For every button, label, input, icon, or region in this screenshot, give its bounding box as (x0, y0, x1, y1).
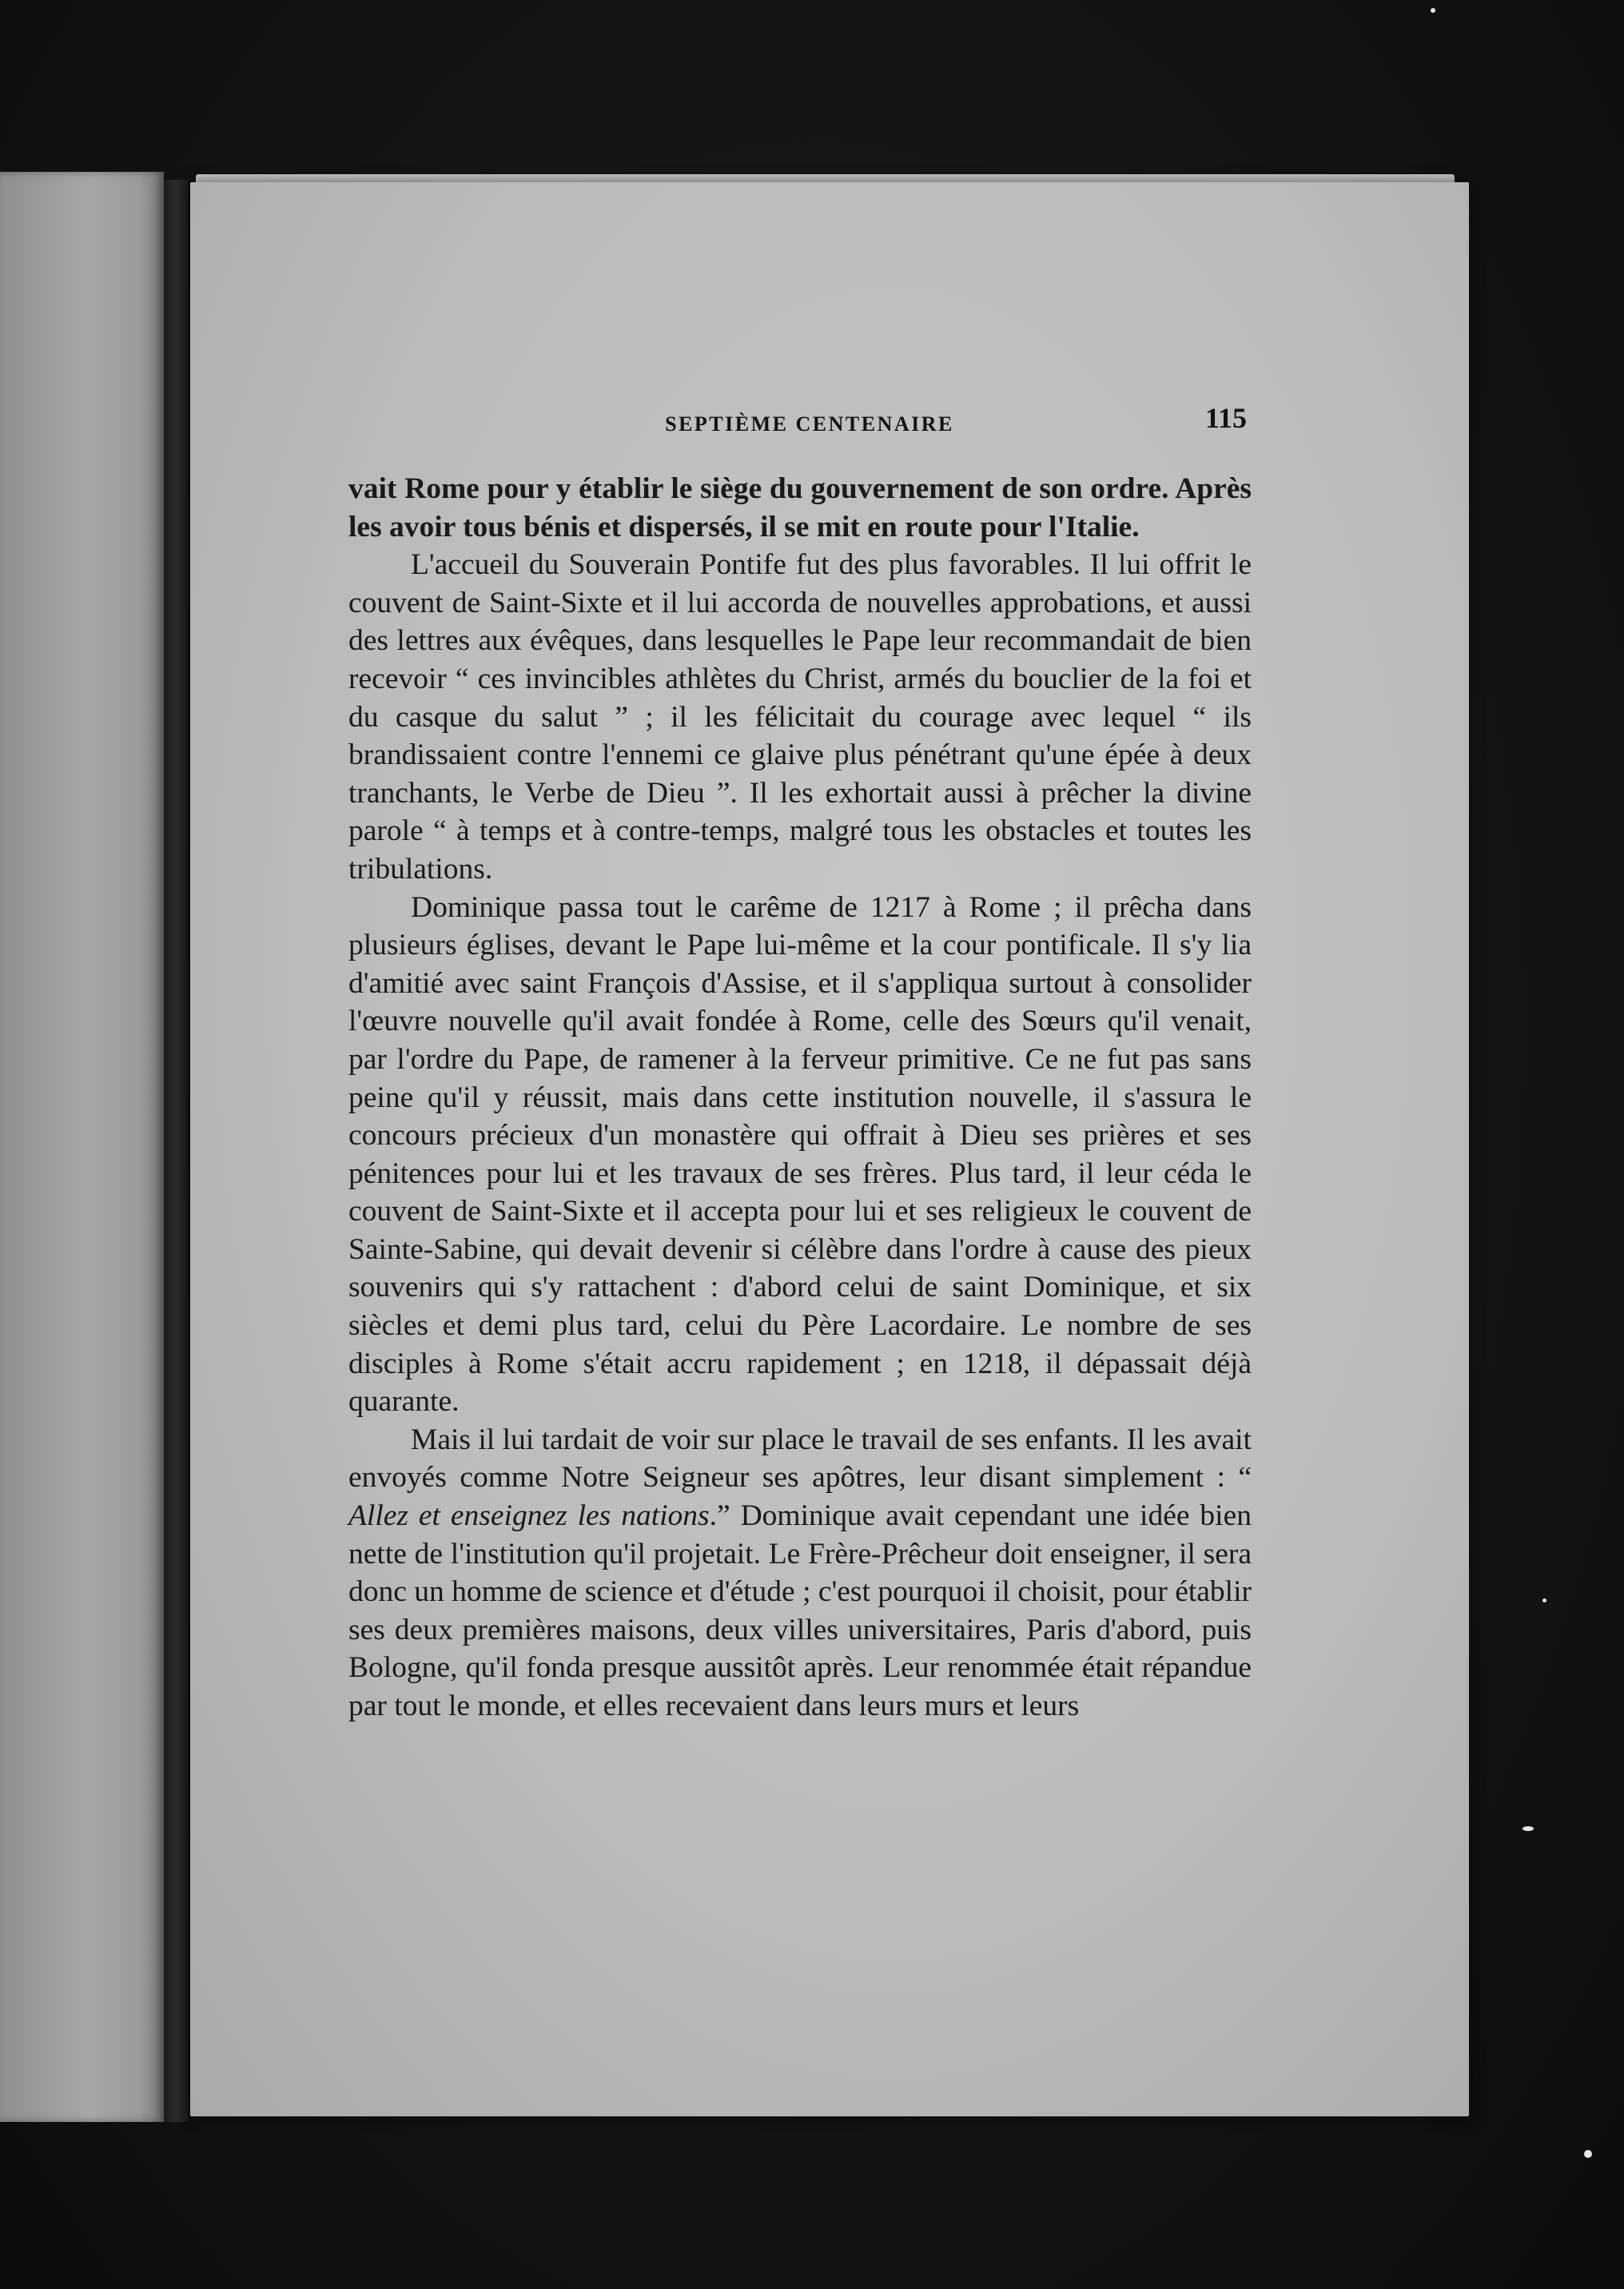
dust-speck (1431, 8, 1435, 13)
paragraph-text: .” Dominique avait cependant une idée bien nette de l'institution qu'il projetait. Le Frère-Prêcheur doit enseigner, il sera donc un homme de science et d'étude ; c'est pourquoi il choisit, pour établir ses deux premières maisons, deux villes universitaires, Paris d'abord, puis Bologne, qu'il fonda presque aussitôt après. Leur renommée était répandue par tout le monde, et elles recevaient dans leurs murs et leurs (348, 1499, 1252, 1722)
page-number: 115 (1205, 402, 1248, 434)
dust-speck (1584, 2150, 1592, 2158)
running-head (190, 402, 1469, 454)
paragraph-text: Mais il lui tardait de voir sur place le travail de ses enfants. Il les avait envoyés comme Notre Seigneur ses apôtres, leur disant simplement : “ (348, 1423, 1252, 1495)
italic-quote: Allez et enseignez les nations (348, 1499, 710, 1533)
paragraph (348, 889, 1252, 1421)
paragraph (348, 546, 1252, 888)
dust-speck (1542, 1598, 1546, 1602)
book-gutter (164, 180, 188, 2122)
body-text (348, 470, 1252, 1726)
dust-speck (1522, 1826, 1534, 1831)
paragraph-text: L'accueil du Souverain Pontife fut des plus favorables. Il lui offrit le couvent de Saint-Sixte et il lui accorda de nouvelles approbations, et aussi des lettres aux évêques, dans lesquelles le Pape leur recommandait de bien recevoir “ ces invincibles athlètes du Christ, armés du bouclier de la foi et du casque du salut ” ; il les félicitait du courage avec lequel “ ils brandissaient contre l'ennemi ce glaive plus pénétrant qu'une épée à deux tranchants, le Verbe de Dieu ”. Il les exhortait aussi à prêcher la divine parole “ à temps et à contre-temps, malgré tous les obstacles et toutes les tribulations. (348, 548, 1252, 886)
book-page (190, 182, 1469, 2116)
running-head-title: SEPTIÈME CENTENAIRE (665, 412, 954, 436)
facing-page-edge (0, 172, 164, 2122)
paragraph-continuation (348, 470, 1252, 546)
paragraph-text: Dominique passa tout le carême de 1217 à Rome ; il prêcha dans plusieurs églises, devant le Pape lui-même et la cour pontificale. Il s'y lia d'amitié avec saint François d'Assise, et il s'appliqua surtout à consolider l'œuvre nouvelle qu'il avait fondée à Rome, celle des Sœurs qu'il venait, par l'ordre du Pape, de ramener à la ferveur primitive. Ce ne fut pas sans peine qu'il y réussit, mais dans cette institution nouvelle, il s'assura le concours précieux d'un monastère qui offrait à Dieu ses prières et ses pénitences pour lui et les travaux de ses frères. Plus tard, il leur céda le couvent de Saint-Sixte et il accepta pour lui et ses religieux le couvent de Sainte-Sabine, qui devait devenir si célèbre dans l'ordre à cause des pieux souvenirs qui s'y rattachent : d'abord celui de saint Dominique, et six siècles et demi plus tard, celui du Père Lacordaire. Le nombre de ses disciples à Rome s'était accru rapidement ; en 1218, il dépassait déjà quarante. (348, 890, 1252, 1419)
paragraph-text: vait Rome pour y établir le siège du gouvernement de son ordre. Après les avoir tous bénis et dispersés, il se mit en route pour l'Italie. (348, 472, 1252, 543)
paragraph (348, 1421, 1252, 1726)
